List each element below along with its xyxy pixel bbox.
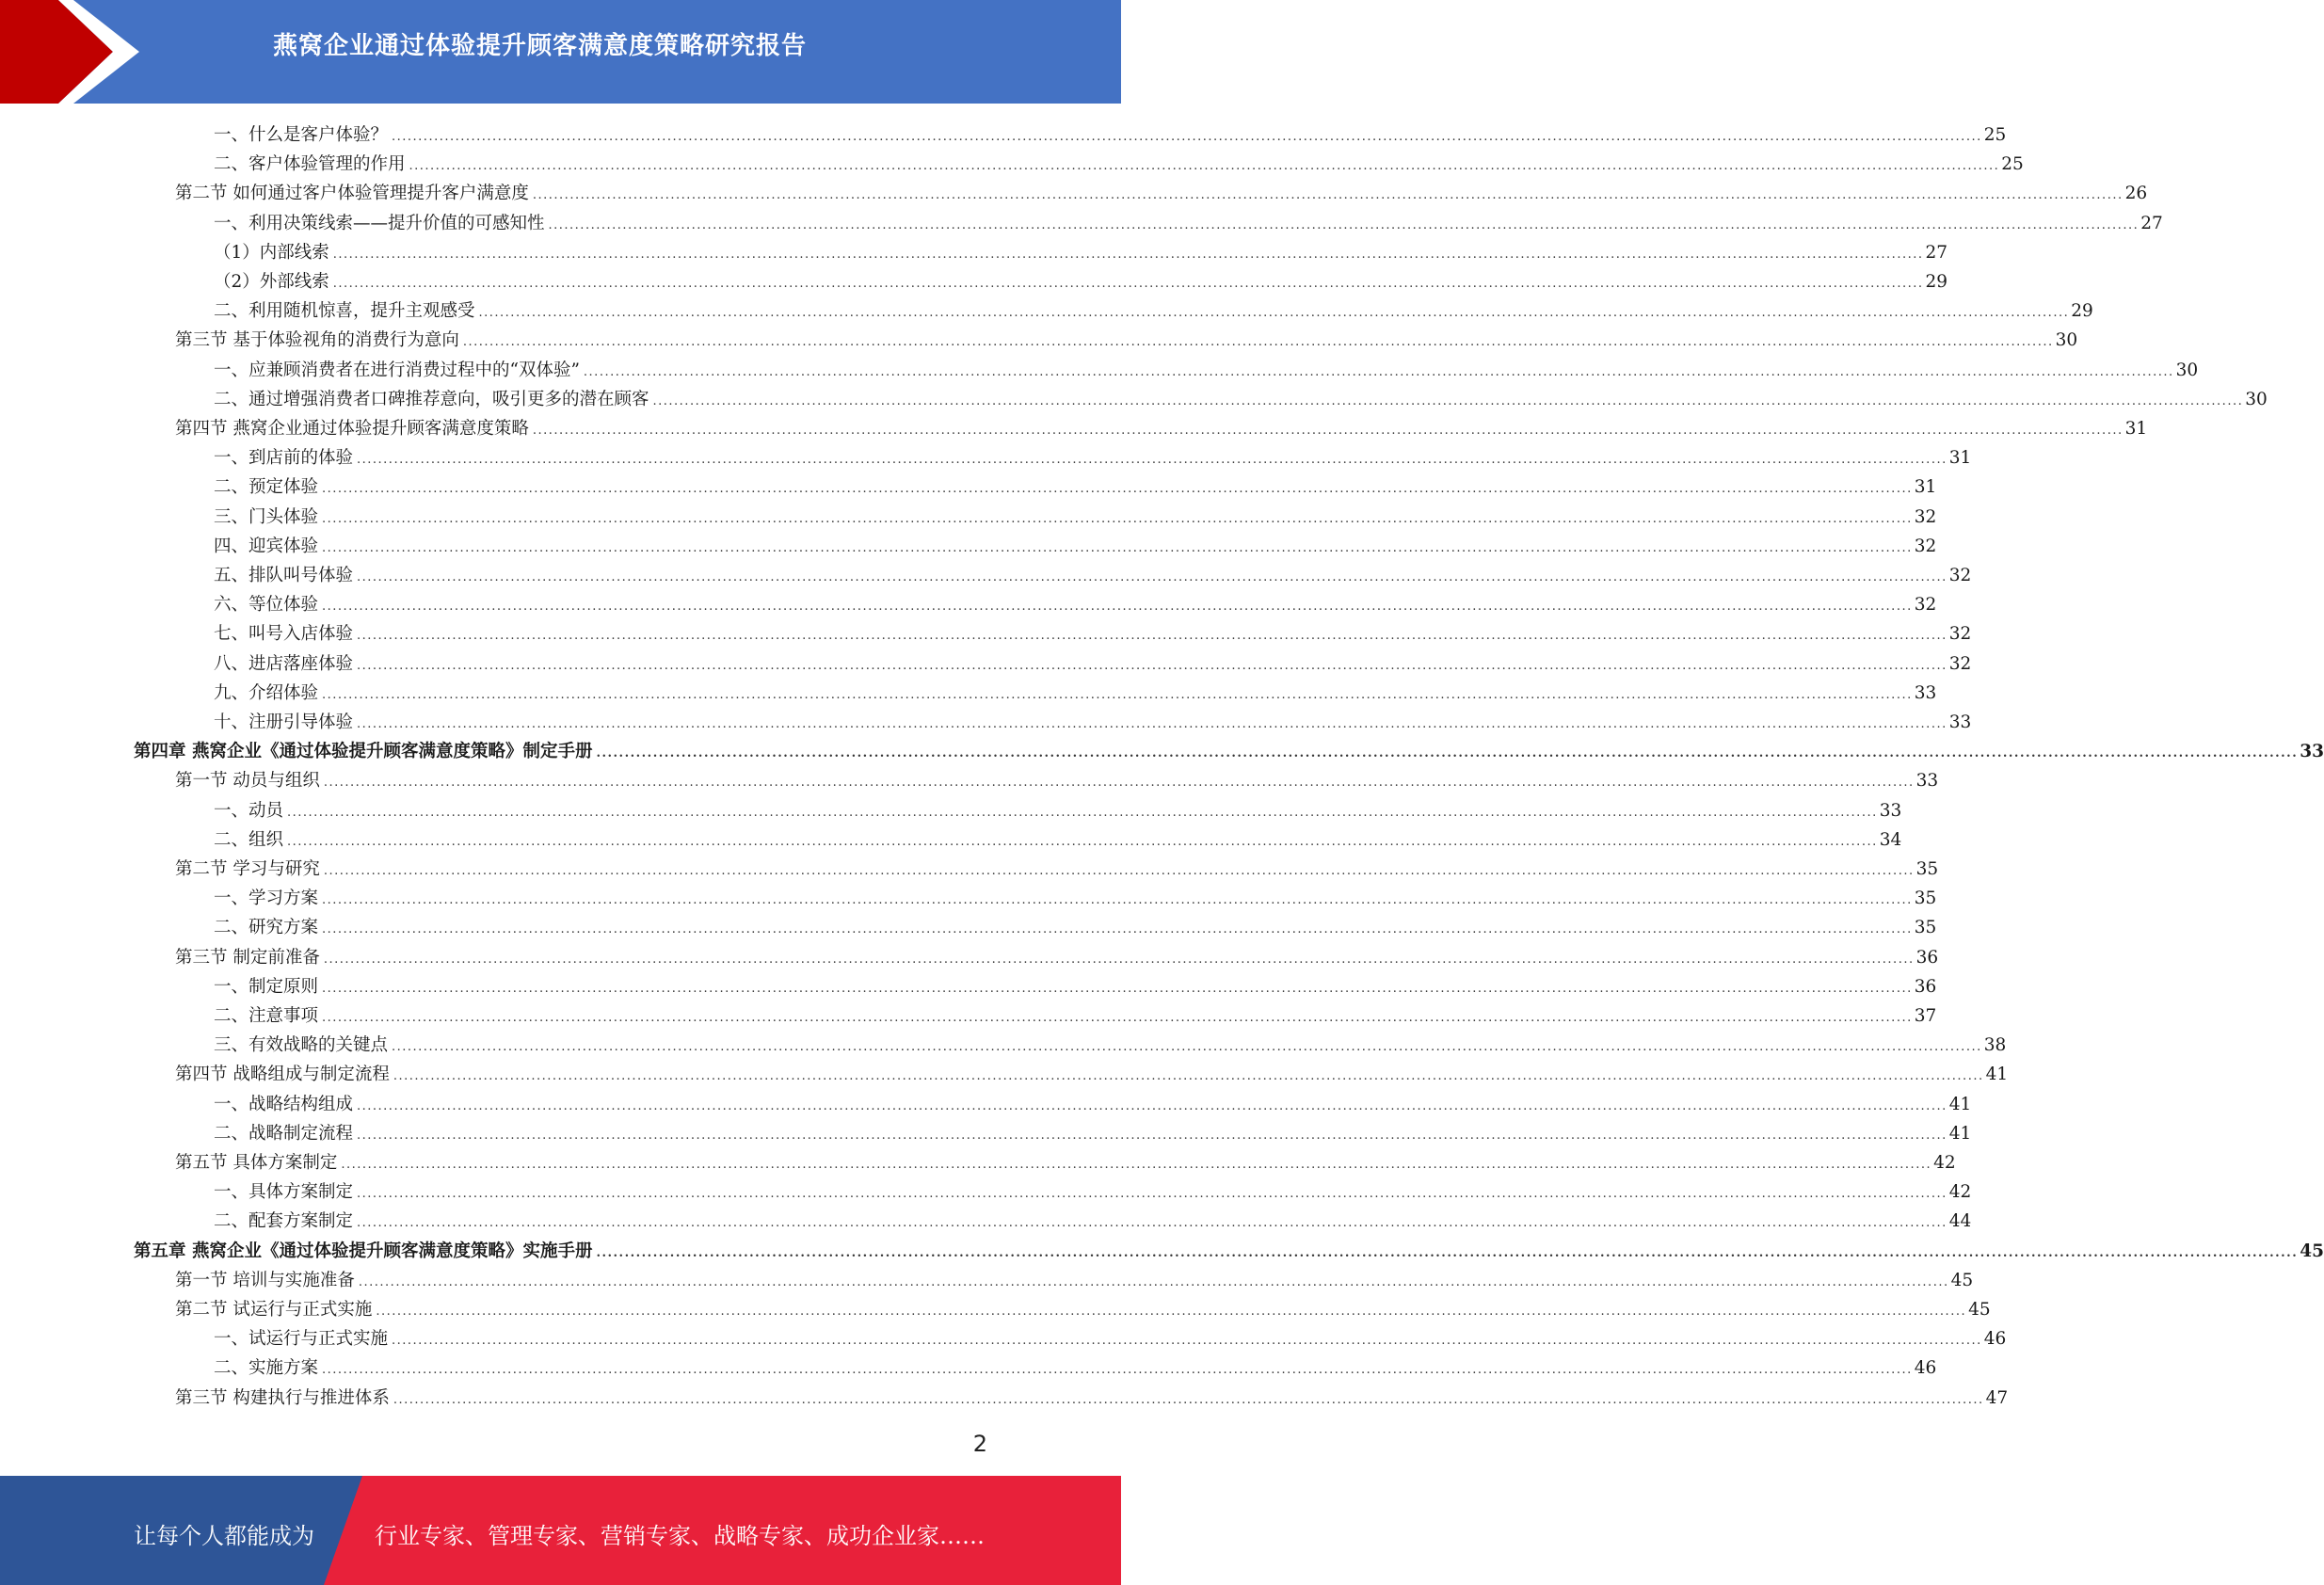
toc-page-number: 31	[1914, 477, 1937, 498]
toc-page-number: 25	[1983, 125, 2007, 145]
toc-page-number: 37	[1914, 1006, 1937, 1026]
toc-entry-title: 二、利用随机惊喜，提升主观感受	[214, 301, 475, 322]
toc-page-number: 45	[1968, 1300, 1991, 1320]
toc-page-number: 45	[1950, 1270, 1974, 1290]
toc-page-number: 35	[1914, 918, 1937, 938]
toc-entry-title: 二、研究方案	[214, 918, 319, 938]
toc-dot-leader: ............................................................................................................................................................................................................................................................................................................	[332, 277, 1924, 291]
toc-subsection-entry[interactable]	[214, 590, 1937, 619]
toc-entry-title: 六、等位体验	[214, 595, 319, 616]
toc-subsection-entry[interactable]	[214, 1119, 1972, 1148]
toc-subsection-entry[interactable]	[214, 150, 2024, 179]
toc-subsection-entry[interactable]	[214, 267, 1948, 296]
page-footer	[0, 1476, 1121, 1585]
toc-section-entry[interactable]	[175, 326, 2078, 355]
toc-entry-title: 二、实施方案	[214, 1358, 319, 1379]
toc-page-number: 45	[2300, 1241, 2324, 1261]
toc-section-entry[interactable]	[175, 1148, 1956, 1177]
toc-entry-title: 第五章 燕窝企业《通过体验提升顾客满意度策略》实施手册	[134, 1241, 593, 1261]
toc-subsection-entry[interactable]	[214, 825, 1902, 855]
toc-entry-title: 二、通过增强消费者口碑推荐意向，吸引更多的潜在顾客	[214, 389, 649, 409]
toc-section-entry[interactable]	[175, 414, 2148, 443]
toc-entry-title: 二、战略制定流程	[214, 1123, 354, 1144]
toc-entry-title: 第三节 制定前准备	[175, 947, 320, 968]
toc-section-entry[interactable]	[175, 766, 1939, 795]
toc-subsection-entry[interactable]	[214, 1090, 1972, 1119]
toc-dot-leader: ............................................................................................................................................................................................................................................................................................................	[478, 306, 2070, 321]
toc-subsection-entry[interactable]	[214, 972, 1937, 1001]
toc-subsection-entry[interactable]	[214, 472, 1937, 502]
toc-page-number: 47	[1985, 1387, 2009, 1408]
toc-entry-title: 三、门头体验	[214, 506, 319, 527]
toc-page-number: 32	[1914, 506, 1937, 527]
toc-entry-title: 十、注册引导体验	[214, 712, 354, 732]
toc-chapter-entry[interactable]	[134, 737, 2324, 766]
toc-entry-title: 二、客户体验管理的作用	[214, 154, 406, 175]
toc-entry-title: 第二节 试运行与正式实施	[175, 1300, 373, 1320]
toc-entry-title: 第三节 构建执行与推进体系	[175, 1387, 390, 1408]
toc-dot-leader: ............................................................................................................................................................................................................................................................................................................	[357, 1187, 1947, 1202]
toc-subsection-entry[interactable]	[214, 913, 1937, 942]
toc-entry-title: 三、有效战略的关键点	[214, 1035, 389, 1056]
toc-subsection-entry[interactable]	[214, 561, 1972, 590]
toc-entry-title: 一、什么是客户体验？	[214, 125, 389, 145]
toc-page-number: 32	[1914, 536, 1937, 556]
toc-dot-leader: ............................................................................................................................................................................................................................................................................................................	[322, 922, 1913, 937]
toc-entry-title: 二、注意事项	[214, 1006, 319, 1026]
toc-page-number: 31	[1948, 448, 1972, 469]
toc-page-number: 29	[2071, 301, 2093, 322]
toc-entry-title: 一、试运行与正式实施	[214, 1329, 389, 1350]
toc-dot-leader: ............................................................................................................................................................................................................................................................................................................	[583, 364, 2174, 379]
toc-dot-leader: ............................................................................................................................................................................................................................................................................................................	[322, 511, 1913, 526]
toc-section-entry[interactable]	[175, 943, 1939, 972]
toc-subsection-entry[interactable]	[214, 120, 2007, 150]
toc-page-number: 30	[2055, 330, 2078, 351]
toc-entry-title: 一、到店前的体验	[214, 448, 354, 469]
toc-page-number: 38	[1983, 1035, 2007, 1056]
toc-page-number: 33	[1879, 800, 1902, 821]
toc-dot-leader: ............................................................................................................................................................................................................................................................................................................	[392, 130, 1982, 144]
toc-subsection-entry[interactable]	[214, 1031, 2007, 1060]
toc-subsection-entry[interactable]	[214, 1324, 2007, 1353]
toc-entry-title: 第二节 学习与研究	[175, 859, 320, 879]
toc-page-number: 41	[1985, 1065, 2009, 1085]
toc-page-number: 33	[1948, 712, 1972, 732]
toc-page-number: 33	[2300, 742, 2324, 762]
toc-section-entry[interactable]	[175, 179, 2148, 208]
toc-entry-title: 第四节 燕窝企业通过体验提升顾客满意度策略	[175, 419, 529, 439]
toc-subsection-entry[interactable]	[214, 296, 2093, 326]
toc-page-number: 46	[1983, 1329, 2007, 1350]
toc-page-number: 27	[1925, 242, 1948, 263]
toc-page-number: 26	[2124, 184, 2148, 204]
toc-dot-leader: ............................................................................................................................................................................................................................................................................................................	[323, 776, 1915, 791]
toc-entry-title: 第五节 具体方案制定	[175, 1153, 338, 1173]
toc-page-number: 33	[1915, 771, 1939, 792]
toc-section-entry[interactable]	[175, 855, 1939, 884]
toc-page-number: 35	[1914, 889, 1937, 909]
toc-dot-leader: ............................................................................................................................................................................................................................................................................................................	[393, 1392, 1984, 1407]
footer-tagline: 行业专家、管理专家、营销专家、战略专家、成功企业家……	[375, 1523, 985, 1549]
toc-subsection-entry[interactable]	[214, 209, 2163, 238]
toc-page-number: 31	[2124, 419, 2148, 439]
toc-dot-leader: ............................................................................................................................................................................................................................................................................................................	[358, 1274, 1949, 1289]
toc-entry-title: 一、具体方案制定	[214, 1182, 354, 1203]
toc-dot-leader: ............................................................................................................................................................................................................................................................................................................	[392, 1040, 1982, 1055]
toc-page-number: 42	[1933, 1153, 1956, 1173]
toc-dot-leader: ............................................................................................................................................................................................................................................................................................................	[322, 482, 1913, 497]
toc-subsection-entry[interactable]	[214, 796, 1902, 825]
toc-entry-title: 九、介绍体验	[214, 682, 319, 703]
toc-dot-leader: ............................................................................................................................................................................................................................................................................................................	[462, 335, 2054, 350]
toc-entry-title: （1）内部线索	[214, 242, 329, 263]
header-arrow-decoration	[0, 0, 151, 104]
toc-page-number: 25	[2001, 154, 2024, 175]
toc-subsection-entry[interactable]	[214, 884, 1937, 913]
toc-dot-leader: ............................................................................................................................................................................................................................................................................................................	[548, 217, 2140, 232]
toc-section-entry[interactable]	[175, 1295, 1991, 1324]
toc-dot-leader: ............................................................................................................................................................................................................................................................................................................	[392, 1334, 1982, 1349]
toc-page-number: 33	[1914, 682, 1937, 703]
toc-dot-leader: ............................................................................................................................................................................................................................................................................................................	[357, 658, 1947, 673]
toc-entry-title: 二、配套方案制定	[214, 1211, 354, 1232]
toc-page-number: 42	[1948, 1182, 1972, 1203]
toc-page-number: 30	[2175, 360, 2199, 380]
toc-entry-title: 二、预定体验	[214, 477, 319, 498]
toc-dot-leader: ............................................................................................................................................................................................................................................................................................................	[332, 247, 1924, 262]
document-title: 燕窝企业通过体验提升顾客满意度策略研究报告	[273, 32, 808, 60]
toc-entry-title: 八、进店落座体验	[214, 653, 354, 674]
toc-entry-title: 第一节 动员与组织	[175, 771, 320, 792]
toc-entry-title: 一、制定原则	[214, 976, 319, 997]
toc-subsection-entry[interactable]	[214, 356, 2199, 385]
toc-page-number: 27	[2140, 213, 2163, 233]
toc-dot-leader: ............................................................................................................................................................................................................................................................................................................	[341, 1158, 1932, 1172]
footer-slogan: 让每个人都能成为	[134, 1523, 314, 1549]
toc-entry-title: 第四章 燕窝企业《通过体验提升顾客满意度策略》制定手册	[134, 742, 593, 762]
toc-section-entry[interactable]	[175, 1060, 2009, 1089]
toc-chapter-entry[interactable]	[134, 1237, 2324, 1266]
toc-subsection-entry[interactable]	[214, 503, 1937, 532]
toc-page-number: 32	[1948, 653, 1972, 674]
toc-subsection-entry[interactable]	[214, 1177, 1972, 1207]
toc-dot-leader: ............................................................................................................................................................................................................................................................................................................	[322, 600, 1913, 615]
toc-dot-leader: ............................................................................................................................................................................................................................................................................................................	[532, 424, 2124, 438]
toc-dot-leader: ............................................................................................................................................................................................................................................................................................................	[357, 1128, 1947, 1143]
toc-subsection-entry[interactable]	[214, 679, 1937, 708]
toc-dot-leader: ............................................................................................................................................................................................................................................................................................................	[322, 687, 1913, 702]
toc-entry-title: 第一节 培训与实施准备	[175, 1270, 355, 1290]
toc-subsection-entry[interactable]	[214, 443, 1972, 472]
toc-subsection-entry[interactable]	[214, 238, 1948, 267]
toc-dot-leader: ............................................................................................................................................................................................................................................................................................................	[322, 540, 1913, 555]
toc-dot-leader: ............................................................................................................................................................................................................................................................................................................	[357, 629, 1947, 644]
toc-page-number: 36	[1914, 976, 1937, 997]
toc-dot-leader: ............................................................................................................................................................................................................................................................................................................	[322, 893, 1913, 908]
toc-subsection-entry[interactable]	[214, 1207, 1972, 1236]
toc-page-number: 36	[1915, 947, 1939, 968]
toc-page-number: 35	[1915, 859, 1939, 879]
toc-subsection-entry[interactable]	[214, 619, 1972, 648]
toc-dot-leader: ............................................................................................................................................................................................................................................................................................................	[323, 864, 1915, 878]
toc-dot-leader: ............................................................................................................................................................................................................................................................................................................	[322, 1011, 1913, 1025]
toc-entry-title: 第二节 如何通过客户体验管理提升客户满意度	[175, 184, 529, 204]
toc-entry-title: 二、组织	[214, 829, 284, 850]
toc-dot-leader: ............................................................................................................................................................................................................................................................................................................	[596, 746, 2299, 761]
toc-subsection-entry[interactable]	[214, 1001, 1937, 1031]
toc-dot-leader: ............................................................................................................................................................................................................................................................................................................	[322, 981, 1913, 996]
toc-page-number: 44	[1948, 1211, 1972, 1232]
toc-entry-title: 一、应兼顾消费者在进行消费过程中的“双体验”	[214, 360, 580, 380]
toc-entry-title: （2）外部线索	[214, 272, 329, 292]
toc-entry-title: 一、战略结构组成	[214, 1094, 354, 1114]
toc-page-number: 32	[1948, 566, 1972, 585]
toc-dot-leader: ............................................................................................................................................................................................................................................................................................................	[532, 188, 2124, 203]
toc-page-number: 29	[1925, 272, 1948, 292]
toc-dot-leader: ............................................................................................................................................................................................................................................................................................................	[323, 952, 1915, 967]
toc-entry-title: 五、排队叫号体验	[214, 566, 354, 585]
toc-dot-leader: ............................................................................................................................................................................................................................................................................................................	[357, 453, 1947, 468]
toc-dot-leader: ............................................................................................................................................................................................................................................................................................................	[652, 393, 2244, 408]
toc-dot-leader: ............................................................................................................................................................................................................................................................................................................	[393, 1069, 1984, 1084]
toc-page-number: 46	[1914, 1358, 1937, 1379]
toc-subsection-entry[interactable]	[214, 708, 1972, 737]
page-header	[0, 0, 1121, 104]
toc-subsection-entry[interactable]	[214, 649, 1972, 679]
toc-page-number: 41	[1948, 1123, 1972, 1144]
toc-section-entry[interactable]	[175, 1266, 1974, 1295]
toc-page-number: 30	[2245, 389, 2268, 409]
toc-dot-leader: ............................................................................................................................................................................................................................................................................................................	[376, 1305, 1967, 1319]
toc-entry-title: 第三节 基于体验视角的消费行为意向	[175, 330, 459, 351]
toc-page-number: 34	[1879, 829, 1902, 850]
toc-dot-leader: ............................................................................................................................................................................................................................................................................................................	[357, 717, 1947, 731]
toc-entry-title: 一、动员	[214, 800, 284, 821]
toc-dot-leader: ............................................................................................................................................................................................................................................................................................................	[357, 1098, 1947, 1113]
toc-section-entry[interactable]	[175, 1384, 2009, 1413]
toc-page-number: 32	[1948, 624, 1972, 645]
toc-dot-leader: ............................................................................................................................................................................................................................................................................................................	[409, 159, 2000, 174]
toc-entry-title: 一、学习方案	[214, 889, 319, 909]
toc-dot-leader: ............................................................................................................................................................................................................................................................................................................	[357, 570, 1947, 584]
toc-entry-title: 第四节 战略组成与制定流程	[175, 1065, 390, 1085]
toc-dot-leader: ............................................................................................................................................................................................................................................................................................................	[287, 834, 1878, 849]
toc-dot-leader: ............................................................................................................................................................................................................................................................................................................	[596, 1245, 2299, 1260]
toc-subsection-entry[interactable]	[214, 385, 2268, 414]
toc-page-number: 41	[1948, 1094, 1972, 1114]
toc-dot-leader: ............................................................................................................................................................................................................................................................................................................	[357, 1216, 1947, 1231]
page-number: 2	[972, 1431, 987, 1457]
toc-subsection-entry[interactable]	[214, 1353, 1937, 1383]
toc-dot-leader: ............................................................................................................................................................................................................................................................................................................	[287, 805, 1878, 820]
toc-page-number: 32	[1914, 595, 1937, 616]
toc-subsection-entry[interactable]	[214, 532, 1937, 561]
toc-dot-leader: ............................................................................................................................................................................................................................................................................................................	[322, 1363, 1913, 1378]
toc-entry-title: 四、迎宾体验	[214, 536, 319, 556]
toc-entry-title: 七、叫号入店体验	[214, 624, 354, 645]
toc-entry-title: 一、利用决策线索——提升价值的可感知性	[214, 213, 545, 233]
